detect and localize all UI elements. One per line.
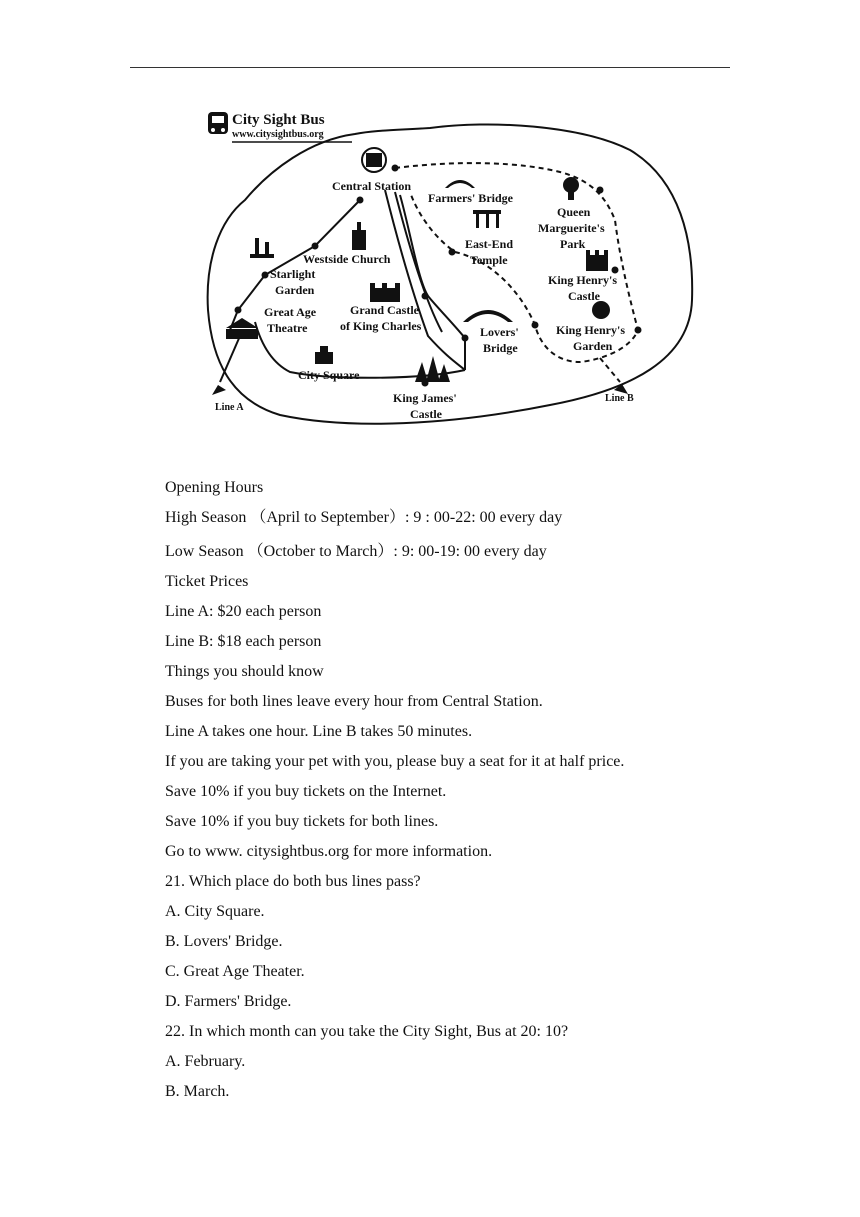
- lovers-bridge-icon: [463, 310, 513, 322]
- question-22: 22. In which month can you take the City Sight, Bus at 20: 10?: [165, 1023, 569, 1040]
- save-internet-note: Save 10% if you buy tickets on the Internet.: [165, 783, 447, 800]
- pet-rule-note: If you are taking your pet with you, please buy a seat for it at half price.: [165, 753, 625, 770]
- buses-leave-note: Buses for both lines leave every hour from Central Station.: [165, 693, 543, 710]
- q21-option-b: B. Lovers' Bridge.: [165, 933, 283, 950]
- label-starlight-2: Garden: [275, 283, 315, 297]
- king-henry-castle-icon: [586, 250, 608, 271]
- label-king-james-2: Castle: [410, 407, 442, 421]
- label-king-henry-garden-2: Garden: [573, 339, 613, 353]
- east-end-temple-icon: [473, 210, 501, 228]
- header-rule: [130, 67, 730, 68]
- label-king-henry-castle-2: Castle: [568, 289, 600, 303]
- q21-option-c: C. Great Age Theater.: [165, 963, 305, 980]
- label-grand-castle-2: of King Charles: [340, 319, 422, 333]
- document-body: [165, 477, 765, 1111]
- map-url: www.citysightbus.org: [232, 129, 324, 140]
- line-b-price: Line B: $18 each person: [165, 633, 322, 650]
- label-great-age-2: Theatre: [267, 321, 308, 335]
- label-starlight-1: Starlight: [270, 267, 316, 281]
- label-westside-church: Westside Church: [303, 252, 391, 266]
- bus-logo-icon: [208, 112, 228, 134]
- ticket-prices-heading: Ticket Prices: [165, 573, 249, 590]
- label-queen-1: Queen: [557, 205, 591, 219]
- things-heading: Things you should know: [165, 663, 324, 680]
- question-21: 21. Which place do both bus lines pass?: [165, 873, 421, 890]
- q22-option-b: B. March.: [165, 1083, 230, 1100]
- king-james-castle-icon: [415, 356, 450, 382]
- low-season-hours: Low Season （October to March）: 9: 00-19: 00 every day: [165, 543, 547, 560]
- q21-option-a: A. City Square.: [165, 903, 265, 920]
- label-farmers-bridge: Farmers' Bridge: [428, 191, 513, 205]
- label-city-square: City Square: [298, 368, 360, 382]
- label-central-station: Central Station: [332, 179, 411, 193]
- label-king-james-1: King James': [393, 391, 457, 405]
- city-square-icon: [315, 346, 333, 364]
- central-station-icon: [362, 148, 386, 172]
- city-sight-bus-map: [160, 100, 705, 440]
- high-season-hours: High Season （April to September）: 9 : 00-22: 00 every day: [165, 509, 563, 526]
- label-king-henry-castle-1: King Henry's: [548, 273, 618, 287]
- king-henry-garden-icon: [592, 301, 610, 319]
- farmers-bridge-icon: [445, 180, 475, 188]
- map-brand: City Sight Bus: [232, 112, 325, 128]
- starlight-garden-icon: [250, 238, 274, 258]
- q21-option-d: D. Farmers' Bridge.: [165, 993, 292, 1010]
- label-east-end-1: East-End: [465, 237, 514, 251]
- opening-hours-heading: Opening Hours: [165, 479, 264, 496]
- label-great-age-1: Great Age: [264, 305, 317, 319]
- line-a-route: [220, 190, 465, 382]
- label-grand-castle-1: Grand Castle: [350, 303, 419, 317]
- line-a-arrow: [212, 385, 226, 395]
- grand-castle-icon: [370, 283, 400, 302]
- westside-church-icon: [352, 222, 366, 250]
- label-line-b: Line B: [605, 393, 634, 404]
- save-both-note: Save 10% if you buy tickets for both lines.: [165, 813, 439, 830]
- queen-park-icon: [563, 177, 579, 200]
- line-duration-note: Line A takes one hour. Line B takes 50 minutes.: [165, 723, 473, 740]
- label-east-end-2: Temple: [470, 253, 508, 267]
- label-lovers-1: Lovers': [480, 325, 519, 339]
- label-lovers-2: Bridge: [483, 341, 518, 355]
- line-a-price: Line A: $20 each person: [165, 603, 322, 620]
- label-queen-3: Park: [560, 237, 586, 251]
- label-line-a: Line A: [215, 402, 244, 413]
- label-queen-2: Marguerite's: [538, 221, 605, 235]
- label-king-henry-garden-1: King Henry's: [556, 323, 626, 337]
- q22-option-a: A. February.: [165, 1053, 246, 1070]
- more-info-note: Go to www. citysightbus.org for more information.: [165, 843, 493, 860]
